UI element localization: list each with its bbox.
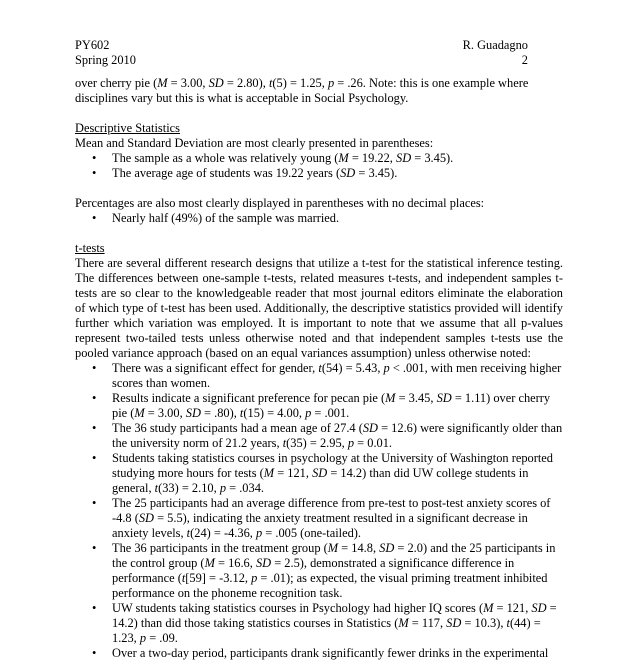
bullet-icon: • xyxy=(92,391,97,405)
list-item: • There was a significant effect for gender, t(54) = 5.43, p < .001, with men receiving higher scores than women. xyxy=(92,361,562,390)
list-item: • The average age of students was 19.22 years (SD = 3.45). xyxy=(92,166,398,180)
bullet-icon: • xyxy=(92,151,97,165)
list-item: • Over a two-day period, participants drank significantly fewer drinks in the experimental xyxy=(92,646,549,660)
section-heading-descriptive: Descriptive Statistics xyxy=(75,121,180,135)
bullet-icon: • xyxy=(92,361,97,375)
percentages-list xyxy=(75,211,563,226)
percentages-intro: Percentages are also most clearly displayed in parentheses with no decimal places: xyxy=(75,196,485,210)
course-code: PY602 xyxy=(75,38,110,52)
list-item: • The sample as a whole was relatively young (M = 19.22, SD = 3.45). xyxy=(92,151,454,165)
bullet-icon: • xyxy=(92,421,97,435)
bullet-icon: • xyxy=(92,541,97,555)
list-item: • The 25 participants had an average difference from pre-test to post-test anxiety scores of -4.8 (SD = 5.5), indicating the anxiety treatment resulted in a significant decrease in anxiety levels, t(24) = -4.36, p = .005 (one-tailed). xyxy=(92,496,551,540)
document-body xyxy=(75,76,563,661)
bullet-icon: • xyxy=(92,496,97,510)
author-name: R. Guadagno xyxy=(462,38,528,52)
section-heading-ttests: t-tests xyxy=(75,241,105,255)
list-item: • UW students taking statistics courses in Psychology had higher IQ scores (M = 121, SD = 14.2) than did those taking statistics courses in Statistics (M = 117, SD = 10.3), t(44) = 1.23, p = .09. xyxy=(92,601,557,645)
continued-paragraph: over cherry pie (M = 3.00, SD = 2.80), t(5) = 1.25, p = .26. Note: this is one example where disciplines vary but this is what is acceptable in Social Psychology. xyxy=(75,76,529,105)
list-item: • Results indicate a significant preference for pecan pie (M = 3.45, SD = 1.11) over cherry pie (M = 3.00, SD = .80), t(15) = 4.00, p = .001. xyxy=(92,391,551,420)
list-item: • Students taking statistics courses in psychology at the University of Washington reported studying more hours for tests (M = 121, SD = 14.2) than did UW college students in general, t(33) = 2.10, p = .034. xyxy=(92,451,553,495)
descriptive-list xyxy=(75,151,563,181)
list-item: • The 36 study participants had a mean age of 27.4 (SD = 12.6) were significantly older than the university norm of 21.2 years, t(35) = 2.95, p = 0.01. xyxy=(92,421,563,450)
semester: Spring 2010 xyxy=(75,53,136,67)
bullet-icon: • xyxy=(92,166,97,180)
bullet-icon: • xyxy=(92,601,97,615)
ttests-list xyxy=(75,361,563,661)
descriptive-intro: Mean and Standard Deviation are most clearly presented in parentheses: xyxy=(75,136,434,150)
page-number: 2 xyxy=(521,53,528,67)
page-header xyxy=(75,38,528,68)
list-item: • The 36 participants in the treatment group (M = 14.8, SD = 2.0) and the 25 participants in the control group (M = 16.6, SD = 2.5), demonstrated a significance difference in performance (t[59] = -3.12, p = .01); as expected, the visual priming treatment inhibited performance on the phoneme recognition task. xyxy=(92,541,556,600)
bullet-icon: • xyxy=(92,451,97,465)
bullet-icon: • xyxy=(92,211,97,225)
bullet-icon: • xyxy=(92,646,97,660)
ttests-intro: There are several different research designs that utilize a t-test for the statistical inference testing. The differences between one-sample t-tests, related measures t-tests, and independent samples t-tests are so clear to the knowledgeable reader that most journal editors eliminate the elaboration of which type of t-test has been used. Additionally, the descriptive statistics provided will identify further which variation was employed. It is important to note that we assume that all p-values represent two-tailed tests unless otherwise noted and that independent samples t-tests use the pooled variance approach (based on an equal variances assumption) unless otherwise noted: xyxy=(75,256,563,360)
list-item: • Nearly half (49%) of the sample was married. xyxy=(92,211,340,225)
